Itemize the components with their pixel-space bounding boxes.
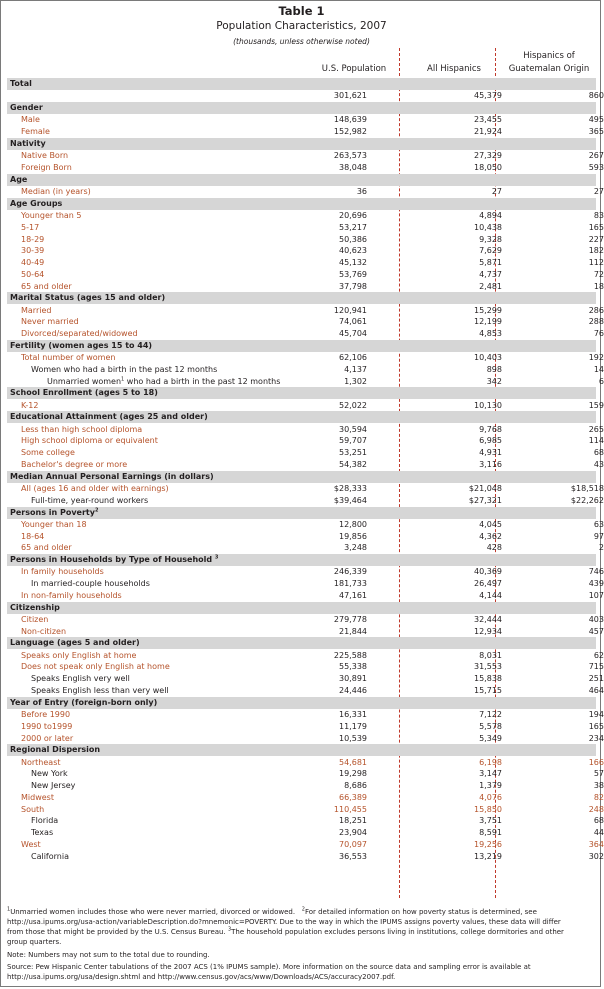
us-population-value: 4,137 bbox=[344, 364, 367, 374]
table-row bbox=[7, 222, 604, 234]
table-row bbox=[7, 305, 604, 317]
all-hispanics-value: 18,050 bbox=[474, 162, 502, 172]
all-hispanics-value: 2,481 bbox=[479, 281, 502, 291]
us-population-value: 53,251 bbox=[339, 448, 367, 458]
row-label: Texas bbox=[31, 828, 54, 838]
us-population-value: 36,553 bbox=[339, 851, 367, 861]
section-header bbox=[7, 78, 596, 90]
table-row bbox=[7, 531, 604, 543]
section-label: Regional Dispersion bbox=[10, 745, 101, 755]
guatemalan-value: 62 bbox=[593, 650, 604, 660]
unit-note: (thousands, unless otherwise noted) bbox=[233, 37, 370, 46]
table-row bbox=[7, 269, 604, 281]
section-label: Language (ages 5 and older) bbox=[10, 638, 140, 648]
section-label: Marital Status (ages 15 and older) bbox=[10, 293, 166, 303]
section-label: Persons in Poverty bbox=[10, 507, 95, 517]
us-population-value: 24,446 bbox=[339, 685, 367, 695]
guatemalan-value: 6 bbox=[598, 376, 604, 386]
guatemalan-value: 192 bbox=[588, 353, 604, 363]
all-hispanics-value: 8,591 bbox=[479, 828, 502, 838]
all-hispanics-value: 10,403 bbox=[474, 353, 502, 363]
guatemalan-value: 234 bbox=[588, 733, 604, 743]
section-header: Persons in Poverty$^2$ bbox=[7, 507, 596, 519]
us-population-value: 16,331 bbox=[339, 710, 367, 719]
us-population-value: 30,891 bbox=[339, 674, 367, 684]
all-hispanics-value: 428 bbox=[486, 543, 502, 553]
row-label: Midwest bbox=[21, 792, 54, 802]
guatemalan-value: 464 bbox=[588, 685, 604, 695]
row-label: 65 and older bbox=[21, 281, 72, 291]
row-label: New Jersey bbox=[31, 781, 76, 791]
section-header bbox=[7, 411, 596, 423]
guatemalan-value: 457 bbox=[588, 626, 604, 636]
guatemalan-value: 746 bbox=[588, 567, 604, 577]
row-label: Younger than 5 bbox=[21, 211, 82, 220]
us-population-value: 36 bbox=[356, 186, 367, 196]
all-hispanics-value: 10,130 bbox=[474, 400, 502, 410]
table-row bbox=[7, 733, 604, 745]
guatemalan-value: 114 bbox=[588, 436, 604, 446]
table-row bbox=[7, 721, 604, 733]
us-population-value: 52,022 bbox=[339, 400, 367, 410]
all-hispanics-value: 9,768 bbox=[479, 424, 502, 434]
us-population-value: 59,707 bbox=[339, 436, 367, 446]
us-population-value: 30,594 bbox=[339, 424, 367, 434]
row-label: 5-17 bbox=[21, 222, 40, 232]
guatemalan-value: 439 bbox=[588, 579, 604, 589]
table-row bbox=[7, 780, 604, 792]
table-row bbox=[7, 234, 604, 246]
all-hispanics-value: 1,379 bbox=[479, 781, 502, 791]
us-population-value: $28,333 bbox=[333, 484, 367, 493]
guatemalan-value: 302 bbox=[588, 851, 604, 861]
col-header-us-population: U.S. Population bbox=[321, 64, 387, 74]
us-population-value: 38,048 bbox=[339, 162, 367, 172]
us-population-value: 225,588 bbox=[333, 650, 367, 660]
row-label: South bbox=[21, 804, 45, 814]
all-hispanics-value: 898 bbox=[486, 364, 502, 374]
all-hispanics-value: 5,871 bbox=[479, 258, 502, 267]
all-hispanics-value: 6,985 bbox=[479, 436, 502, 446]
all-hispanics-value: 15,850 bbox=[474, 804, 502, 814]
table-row bbox=[7, 114, 604, 126]
row-label: High school diploma or equivalent bbox=[21, 436, 158, 446]
all-hispanics-value: 4,894 bbox=[479, 211, 502, 220]
row-label: Unmarried women$^1$ who had a birth in the past 12 months bbox=[47, 375, 281, 386]
all-hispanics-value: 4,144 bbox=[479, 590, 502, 600]
all-hispanics-value: 32,444 bbox=[474, 614, 502, 624]
row-label: Non-citizen bbox=[21, 626, 67, 636]
us-population-value: 8,686 bbox=[344, 781, 367, 791]
section-header bbox=[7, 198, 596, 210]
us-population-value: 19,856 bbox=[339, 531, 367, 541]
guatemalan-value: 495 bbox=[588, 115, 604, 125]
row-label: Does not speak only English at home bbox=[21, 662, 170, 672]
us-population-value: 66,389 bbox=[339, 792, 367, 802]
section-label: Fertility (women ages 15 to 44) bbox=[10, 340, 153, 350]
row-label: Women who had a birth in the past 12 months bbox=[31, 364, 218, 374]
us-population-value: $39,464 bbox=[333, 495, 367, 505]
table-row bbox=[7, 851, 604, 863]
table-row bbox=[7, 804, 604, 816]
row-label: Less than high school diploma bbox=[21, 424, 143, 434]
us-population-value: 12,800 bbox=[339, 519, 367, 529]
source: http://usa.ipums.org/usa/design.shtml and http://www.census.gov/acs/www/Downloads/ACS/accuracy2007.pdf. bbox=[7, 973, 396, 981]
us-population-value: 53,217 bbox=[339, 222, 367, 232]
us-population-value: 1,302 bbox=[344, 376, 367, 386]
row-label: Female bbox=[21, 127, 50, 137]
note: Note: Numbers may not sum to the total due to rounding. bbox=[7, 951, 210, 959]
all-hispanics-value: 4,362 bbox=[479, 531, 502, 541]
guatemalan-value: 248 bbox=[588, 804, 604, 814]
col-header-all-hispanics: All Hispanics bbox=[427, 64, 481, 74]
table-row bbox=[7, 614, 604, 626]
us-population-value: 37,798 bbox=[339, 281, 367, 291]
section-header bbox=[7, 102, 596, 114]
us-population-value: 110,455 bbox=[333, 804, 367, 814]
all-hispanics-value: 4,045 bbox=[479, 519, 502, 529]
us-population-value: 45,704 bbox=[339, 329, 367, 339]
guatemalan-value: 194 bbox=[588, 710, 604, 719]
col-header-guatemalan-2: Guatemalan Origin bbox=[508, 64, 590, 74]
section-label: Persons in Households by Type of Household bbox=[10, 555, 215, 565]
source: Source: Pew Hispanic Center tabulations of the 2007 ACS (1% IPUMS sample). More information on the source data and sampling error is available at bbox=[7, 963, 531, 971]
table-row bbox=[7, 815, 604, 827]
guatemalan-value: 227 bbox=[588, 234, 604, 244]
table-row bbox=[7, 186, 604, 198]
guatemalan-value: 63 bbox=[593, 519, 604, 529]
guatemalan-value: 364 bbox=[588, 839, 604, 849]
footnote-line: group quarters. bbox=[7, 938, 62, 946]
all-hispanics-value: 13,219 bbox=[474, 851, 502, 861]
guatemalan-value: 166 bbox=[588, 757, 604, 767]
table-row bbox=[7, 400, 604, 412]
guatemalan-value: 43 bbox=[593, 459, 604, 469]
guatemalan-value: 165 bbox=[588, 222, 604, 232]
table-row bbox=[7, 650, 604, 662]
all-hispanics-value: 40,369 bbox=[474, 567, 502, 577]
all-hispanics-value: 15,715 bbox=[474, 685, 502, 695]
table-row bbox=[7, 685, 604, 697]
table-row bbox=[7, 150, 604, 162]
row-label: All (ages 16 and older with earnings) bbox=[21, 484, 169, 493]
guatemalan-value: 267 bbox=[588, 151, 604, 161]
all-hispanics-value: 4,931 bbox=[479, 448, 502, 458]
guatemalan-value: 107 bbox=[588, 590, 604, 600]
guatemalan-value: 83 bbox=[593, 211, 604, 220]
section-label: Citizenship bbox=[10, 602, 60, 612]
row-label: 65 and older bbox=[21, 543, 72, 553]
all-hispanics-value: 7,629 bbox=[479, 246, 502, 256]
us-population-value: 148,639 bbox=[333, 115, 367, 125]
table-row bbox=[7, 566, 604, 578]
table-row bbox=[7, 364, 604, 376]
all-hispanics-value: 5,349 bbox=[479, 733, 502, 743]
section-label: Year of Entry (foreign-born only) bbox=[10, 697, 158, 707]
table-row bbox=[7, 578, 604, 590]
us-population-value: 263,573 bbox=[333, 151, 367, 161]
section-header bbox=[7, 637, 596, 649]
guatemalan-value: 288 bbox=[588, 317, 604, 327]
guatemalan-value: 68 bbox=[593, 448, 604, 458]
guatemalan-value: 159 bbox=[588, 400, 604, 410]
row-label: Citizen bbox=[21, 614, 49, 624]
all-hispanics-value: 7,122 bbox=[479, 710, 502, 719]
all-hispanics-value: 27,329 bbox=[474, 151, 502, 161]
us-population-value: 54,382 bbox=[339, 459, 367, 469]
guatemalan-value: 165 bbox=[588, 721, 604, 731]
table-row bbox=[7, 839, 604, 851]
row-label: California bbox=[31, 851, 69, 861]
row-label: Speaks English less than very well bbox=[31, 685, 169, 695]
row-label: Northeast bbox=[21, 757, 61, 767]
section-header bbox=[7, 340, 596, 352]
table-row bbox=[7, 257, 604, 269]
us-population-value: 53,769 bbox=[339, 269, 367, 279]
guatemalan-value: 97 bbox=[593, 531, 604, 541]
all-hispanics-value: 4,076 bbox=[479, 792, 502, 802]
row-label: Speaks only English at home bbox=[21, 650, 137, 660]
us-population-value: 62,106 bbox=[339, 353, 367, 363]
section-header bbox=[7, 292, 596, 304]
all-hispanics-value: 342 bbox=[486, 376, 502, 386]
guatemalan-value: 182 bbox=[588, 246, 604, 256]
all-hispanics-value: 23,455 bbox=[474, 115, 502, 125]
guatemalan-value: 18 bbox=[593, 281, 604, 291]
guatemalan-value: 14 bbox=[593, 364, 604, 374]
row-label: Some college bbox=[21, 448, 75, 458]
all-hispanics-value: 3,116 bbox=[479, 459, 502, 469]
all-hispanics-value: 3,147 bbox=[479, 769, 502, 779]
footnote-line: http://usa.ipums.org/usa-action/variableDescription.do?mnemonic=POVERTY. Due to the way in which the IPUMS assigns poverty values, these data will differ bbox=[7, 918, 561, 926]
row-label: Before 1990 bbox=[21, 710, 71, 719]
all-hispanics-value: 21,924 bbox=[474, 127, 502, 137]
row-label: Divorced/separated/widowed bbox=[21, 329, 138, 339]
all-hispanics-value: 19,256 bbox=[474, 839, 502, 849]
guatemalan-value: 44 bbox=[593, 828, 604, 838]
row-label: Younger than 18 bbox=[21, 519, 87, 529]
row-label: 2000 or later bbox=[21, 733, 74, 743]
row-label: Never married bbox=[21, 317, 79, 327]
all-hispanics-value: 5,578 bbox=[479, 721, 502, 731]
guatemalan-value: 112 bbox=[588, 258, 604, 267]
us-population-value: 120,941 bbox=[333, 305, 367, 315]
all-hispanics-value: 45,379 bbox=[474, 91, 502, 101]
us-population-value: 47,161 bbox=[339, 590, 367, 600]
guatemalan-value: 38 bbox=[593, 781, 604, 791]
guatemalan-value: $18,518 bbox=[570, 484, 604, 493]
us-population-value: 45,132 bbox=[339, 258, 367, 267]
us-population-value: 70,097 bbox=[339, 839, 367, 849]
row-label: West bbox=[21, 839, 41, 849]
us-population-value: 54,681 bbox=[339, 757, 367, 767]
all-hispanics-value: 4,853 bbox=[479, 329, 502, 339]
us-population-value: 152,982 bbox=[333, 127, 367, 137]
section-header bbox=[7, 138, 596, 150]
guatemalan-value: 286 bbox=[588, 305, 604, 315]
section-label: Nativity bbox=[10, 138, 46, 148]
section-header bbox=[7, 471, 596, 483]
table-row bbox=[7, 375, 604, 388]
table-row bbox=[7, 661, 604, 673]
table-row bbox=[7, 590, 604, 602]
row-label: 1990 to1999 bbox=[21, 721, 73, 731]
row-label: 50-64 bbox=[21, 269, 45, 279]
section-label: Educational Attainment (ages 25 and older) bbox=[10, 412, 208, 422]
guatemalan-value: 27 bbox=[593, 186, 604, 196]
us-population-value: 10,539 bbox=[339, 733, 367, 743]
all-hispanics-value: 8,031 bbox=[479, 650, 502, 660]
row-label: Speaks English very well bbox=[31, 674, 130, 684]
guatemalan-value: 72 bbox=[593, 269, 604, 279]
table-row bbox=[7, 827, 604, 839]
row-label: Foreign Born bbox=[21, 162, 72, 172]
section-label: School Enrollment (ages 5 to 18) bbox=[10, 388, 158, 398]
table-row bbox=[7, 519, 604, 531]
us-population-value: 3,248 bbox=[344, 543, 367, 553]
us-population-value: 11,179 bbox=[339, 721, 367, 731]
all-hispanics-value: 31,553 bbox=[474, 662, 502, 672]
table-row bbox=[7, 316, 604, 328]
us-population-value: 301,621 bbox=[333, 91, 367, 101]
guatemalan-value: 57 bbox=[593, 769, 604, 779]
section-header: Persons in Households by Type of Household $^3$ bbox=[7, 554, 596, 566]
all-hispanics-value: 27 bbox=[491, 186, 502, 196]
table-row bbox=[7, 757, 604, 769]
table-title: Population Characteristics, 2007 bbox=[216, 20, 387, 32]
row-label: Bachelor's degree or more bbox=[21, 459, 128, 469]
table-row bbox=[7, 281, 604, 293]
table-row bbox=[7, 245, 604, 257]
table-row bbox=[7, 162, 604, 174]
table-row bbox=[7, 328, 604, 340]
us-population-value: 18,251 bbox=[339, 816, 367, 826]
us-population-value: 23,904 bbox=[339, 828, 367, 838]
section-label: Age Groups bbox=[10, 198, 63, 208]
guatemalan-value: 403 bbox=[588, 614, 604, 624]
guatemalan-value: 76 bbox=[593, 329, 604, 339]
section-label: Age bbox=[10, 174, 28, 184]
table-row bbox=[7, 459, 604, 471]
row-label: In non-family households bbox=[21, 590, 122, 600]
section-label: Median Annual Personal Earnings (in dollars) bbox=[10, 471, 214, 481]
table-row bbox=[7, 352, 604, 364]
row-label: K-12 bbox=[21, 400, 39, 410]
guatemalan-value: 251 bbox=[588, 674, 604, 684]
us-population-value: 181,733 bbox=[333, 579, 367, 589]
row-label: Full-time, year-round workers bbox=[31, 495, 149, 505]
section-header bbox=[7, 174, 596, 186]
section-header bbox=[7, 744, 596, 756]
table-row bbox=[7, 792, 604, 804]
row-label: Native Born bbox=[21, 151, 69, 161]
all-hispanics-value: 10,438 bbox=[474, 222, 502, 232]
table-number: Table 1 bbox=[278, 4, 325, 18]
table-row bbox=[7, 768, 604, 780]
all-hispanics-value: 15,838 bbox=[474, 674, 502, 684]
row-label: 40-49 bbox=[21, 258, 45, 267]
row-label: Male bbox=[21, 115, 40, 125]
all-hispanics-value: 26,497 bbox=[474, 579, 502, 589]
row-label: Florida bbox=[31, 816, 59, 826]
us-population-value: 55,338 bbox=[339, 662, 367, 672]
table-row bbox=[7, 447, 604, 459]
section-header bbox=[7, 602, 596, 614]
all-hispanics-value: $27,321 bbox=[468, 495, 502, 505]
row-label: 18-64 bbox=[21, 531, 45, 541]
row-label: Median (in years) bbox=[21, 186, 91, 196]
guatemalan-value: 82 bbox=[593, 792, 604, 802]
all-hispanics-value: 9,328 bbox=[479, 234, 502, 244]
guatemalan-value: 593 bbox=[588, 162, 604, 172]
us-population-value: 40,623 bbox=[339, 246, 367, 256]
us-population-value: 246,339 bbox=[333, 567, 367, 577]
all-hispanics-value: $21,048 bbox=[468, 484, 502, 493]
row-label: Married bbox=[21, 305, 52, 315]
us-population-value: 19,298 bbox=[339, 769, 367, 779]
row-label: In married-couple households bbox=[31, 579, 150, 589]
all-hispanics-value: 4,737 bbox=[479, 269, 502, 279]
row-label: Total number of women bbox=[21, 353, 116, 363]
table-row bbox=[7, 90, 604, 102]
table-row bbox=[7, 673, 604, 685]
table-row bbox=[7, 424, 604, 436]
row-label: 18-29 bbox=[21, 234, 45, 244]
table-row bbox=[7, 483, 604, 495]
all-hispanics-value: 6,198 bbox=[479, 757, 502, 767]
guatemalan-value: 265 bbox=[588, 424, 604, 434]
table-row bbox=[7, 495, 604, 507]
us-population-value: 74,061 bbox=[339, 317, 367, 327]
section-header bbox=[7, 387, 596, 399]
section-label: Total bbox=[10, 79, 32, 88]
section-header bbox=[7, 697, 596, 709]
row-label: In family households bbox=[21, 567, 104, 577]
row-label: New York bbox=[31, 769, 68, 779]
footnote-line: from those that might be provided by the U.S. Census Bureau. $^3$The household population excludes persons living in institutions, college dormitories and other bbox=[7, 926, 564, 936]
guatemalan-value: $22,262 bbox=[570, 495, 604, 505]
table-row bbox=[7, 542, 604, 554]
us-population-value: 279,778 bbox=[333, 614, 367, 624]
table-row bbox=[7, 435, 604, 447]
row-label: 30-39 bbox=[21, 246, 45, 256]
guatemalan-value: 68 bbox=[593, 816, 604, 826]
footnote-line: $^1$Unmarried women includes those who were never married, divorced or widowed. $^2$For detailed information on how poverty status is determined, see bbox=[7, 906, 537, 916]
table-row bbox=[7, 210, 604, 222]
guatemalan-value: 860 bbox=[588, 91, 604, 101]
section-label: Gender bbox=[10, 103, 43, 113]
table-row bbox=[7, 126, 604, 138]
all-hispanics-value: 12,199 bbox=[474, 317, 502, 327]
guatemalan-value: 365 bbox=[588, 127, 604, 137]
col-header-guatemalan-1: Hispanics of bbox=[523, 51, 575, 61]
us-population-value: 21,844 bbox=[339, 626, 367, 636]
guatemalan-value: 715 bbox=[588, 662, 604, 672]
all-hispanics-value: 12,934 bbox=[474, 626, 502, 636]
us-population-value: 50,386 bbox=[339, 234, 367, 244]
table-row bbox=[7, 709, 604, 721]
all-hispanics-value: 15,299 bbox=[474, 305, 502, 315]
us-population-value: 20,696 bbox=[339, 211, 367, 220]
table-row bbox=[7, 626, 604, 638]
guatemalan-value: 2 bbox=[598, 543, 604, 553]
all-hispanics-value: 3,751 bbox=[479, 816, 502, 826]
